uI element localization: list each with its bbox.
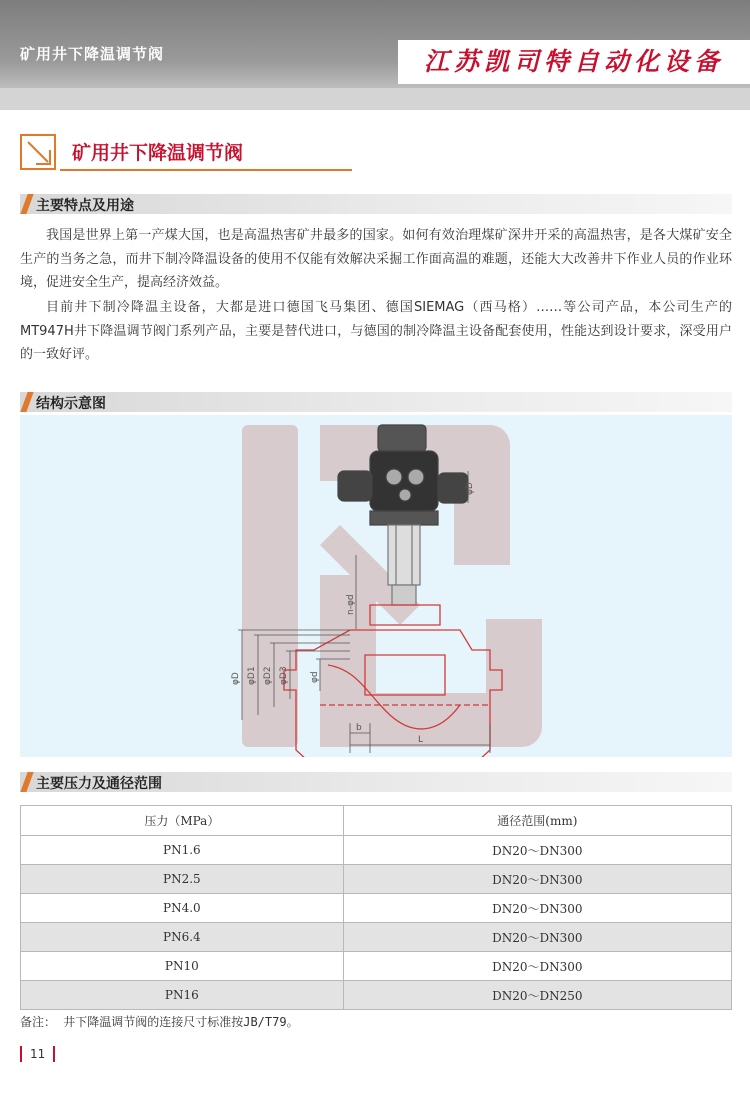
section-marker-icon <box>20 772 33 792</box>
cell-pressure: PN10 <box>21 952 344 981</box>
page-number-bar-left <box>20 1046 22 1062</box>
cell-pressure: PN6.4 <box>21 923 344 952</box>
main-title-block <box>20 134 332 172</box>
cell-range: DN20～DN300 <box>343 894 731 923</box>
section-label: 结构示意图 <box>36 396 106 412</box>
table-row <box>21 836 732 865</box>
header-left-title: 矿用井下降温调节阀 <box>20 45 165 63</box>
section-label: 主要特点及用途 <box>36 198 134 214</box>
label-b: b <box>356 723 362 733</box>
section-label: 主要压力及通径范围 <box>36 776 162 792</box>
section-header-structure <box>20 392 732 412</box>
cell-range: DN20～DN300 <box>343 923 731 952</box>
cell-range: DN20～DN250 <box>343 981 731 1010</box>
title-arrow-icon <box>20 134 56 170</box>
label-d: φd <box>310 671 320 683</box>
label-D1: φD1 <box>247 666 257 685</box>
label-D3: φD3 <box>279 666 289 685</box>
label-motor: φD <box>465 482 475 495</box>
page-title: 矿用井下降温调节阀 <box>72 142 244 164</box>
cell-pressure: PN4.0 <box>21 894 344 923</box>
label-L: L <box>418 735 424 745</box>
valve-yoke <box>388 525 420 605</box>
section-marker-icon <box>20 392 33 412</box>
label-bolt: n-φd <box>346 594 356 615</box>
section-marker-icon <box>20 194 33 214</box>
table-row <box>21 894 732 923</box>
cell-pressure: PN2.5 <box>21 865 344 894</box>
label-D: φD <box>231 672 241 685</box>
table-header-range: 通径范围(mm) <box>343 806 731 836</box>
structure-diagram <box>20 415 732 757</box>
page-number-value: 11 <box>30 1047 46 1061</box>
page-number <box>20 1046 55 1062</box>
table-row <box>21 923 732 952</box>
table-note: 备注： 井下降温调节阀的连接尺寸标准按JB/T79。 <box>20 1015 299 1029</box>
pressure-table <box>20 805 732 1010</box>
table-row <box>21 952 732 981</box>
cell-pressure: PN16 <box>21 981 344 1010</box>
cell-range: DN20～DN300 <box>343 836 731 865</box>
table-row <box>21 865 732 894</box>
cell-pressure: PN1.6 <box>21 836 344 865</box>
label-D2: φD2 <box>263 666 273 685</box>
section-header-pressure <box>20 772 732 792</box>
cell-range: DN20～DN300 <box>343 865 731 894</box>
header-band <box>0 0 750 88</box>
section-header-features <box>20 194 732 214</box>
paragraph-intro: 我国是世界上第一产煤大国，也是高温热害矿井最多的国家。如何有效治理煤矿深井开采的高温热害，是各大煤矿安全生产的当务之急，而井下制冷降温设备的使用不仅能有效解决采掘工作面高温的难题，还能大大改善井下作业人员的作业环境，促进安全生产，提高经济效益。 <box>20 228 732 290</box>
title-underline <box>60 169 352 171</box>
table-header-pressure: 压力（MPa） <box>21 806 344 836</box>
company-name: 江苏凯司特自动化设备 <box>398 40 750 84</box>
table-row <box>21 981 732 1010</box>
header-sub-band <box>0 88 750 110</box>
page-number-bar-right <box>53 1046 55 1062</box>
paragraph-products: 目前井下制冷降温主设备，大都是进口德国飞马集团、德国SIEMAG（西马格）……等公司产品，本公司生产的MT947H井下降温调节阀门系列产品，主要是替代进口，与德国的制冷降温主设备配套使用，性能达到设计要求，深受用户的一致好评。 <box>20 300 732 362</box>
cell-range: DN20～DN300 <box>343 952 731 981</box>
